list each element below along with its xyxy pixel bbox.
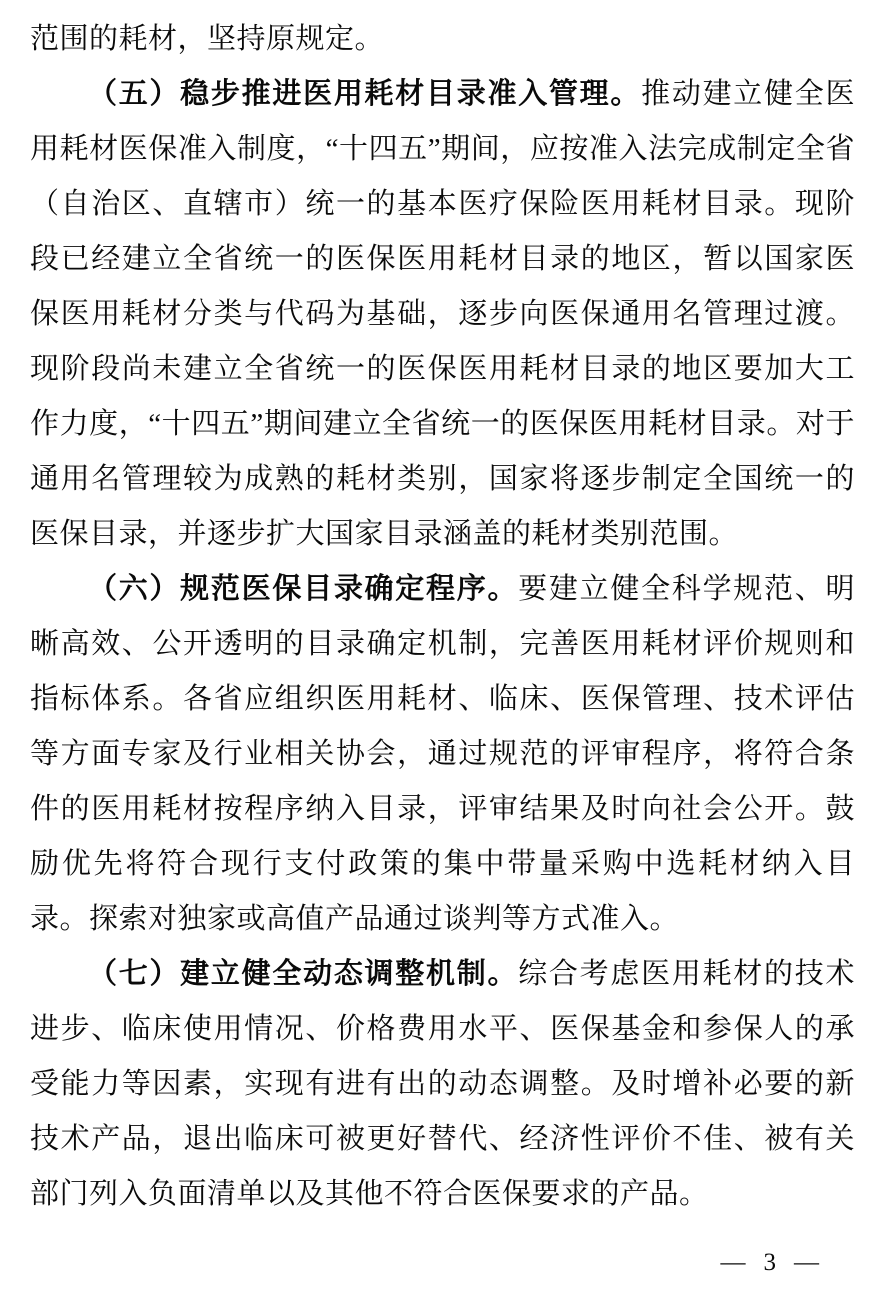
document-body [30, 12, 855, 1222]
paragraph-text: 范围的耗材，坚持原规定。 [30, 23, 385, 55]
paragraph-heading: （五）稳步推进医用耗材目录准入管理。 [88, 78, 642, 110]
paragraph-text: 要建立健全科学规范、明晰高效、公开透明的目录确定机制，完善医用耗材评价规则和指标体系。各省应组织医用耗材、临床、医保管理、技术评估等方面专家及行业相关协会，通过规范的评审程序，将符合条件的医用耗材按程序纳入目录，评审结果及时向社会公开。鼓励优先将符合现行支付政策的集中带量采购中选耗材纳入目录。探索对独家或高值产品通过谈判等方式准入。 [30, 573, 855, 935]
footer-dash-left: — [720, 1249, 746, 1276]
paragraph-item-5 [30, 67, 855, 562]
page-number: 3 [763, 1249, 776, 1276]
paragraph-item-6 [30, 562, 855, 947]
paragraph-text: 综合考虑医用耗材的技术进步、临床使用情况、价格费用水平、医保基金和参保人的承受能力等因素，实现有进有出的动态调整。及时增补必要的新技术产品，退出临床可被更好替代、经济性评价不佳、被有关部门列入负面清单以及其他不符合医保要求的产品。 [30, 958, 855, 1210]
page-footer [721, 1250, 820, 1275]
paragraph-heading: （七）建立健全动态调整机制。 [88, 958, 519, 990]
paragraph-text: 推动建立健全医用耗材医保准入制度，“十四五”期间，应按准入法完成制定全省（自治区、直辖市）统一的基本医疗保险医用耗材目录。现阶段已经建立全省统一的医保医用耗材目录的地区，暂以国家医保医用耗材分类与代码为基础，逐步向医保通用名管理过渡。现阶段尚未建立全省统一的医保医用耗材目录的地区要加大工作力度，“十四五”期间建立全省统一的医保医用耗材目录。对于通用名管理较为成熟的耗材类别，国家将逐步制定全国统一的医保目录，并逐步扩大国家目录涵盖的耗材类别范围。 [30, 78, 855, 550]
footer-dash-right: — [794, 1249, 819, 1276]
paragraph-continuation [30, 12, 855, 67]
paragraph-item-7 [30, 947, 855, 1222]
paragraph-heading: （六）规范医保目录确定程序。 [88, 573, 519, 605]
